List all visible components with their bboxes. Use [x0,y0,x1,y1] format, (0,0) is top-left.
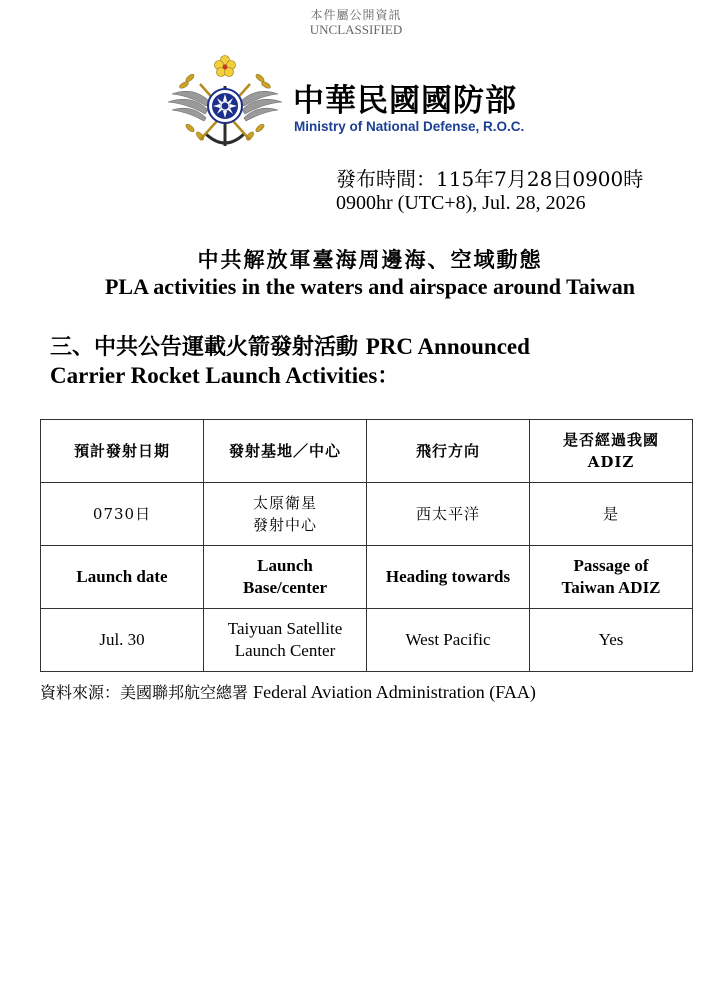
section-heading-colon: ： [377,363,400,389]
mnd-emblem-icon [160,50,290,156]
table-row-zh [41,483,693,546]
cell-adiz-zh: 是 [530,483,693,546]
cell-heading-en: West Pacific [367,609,530,672]
header-adiz-zh-line2: ADIZ [587,453,635,471]
header-adiz-en-line2: Taiwan ADIZ [561,578,661,597]
header-launch-base-en-line2: Base/center [242,578,328,597]
section-heading-zh: 三、中共公告運載火箭發射活動 [50,334,359,360]
section-heading-line2 [50,359,399,390]
cell-launch-date-zh: 0730日 [41,483,204,546]
launch-table [40,419,693,672]
header-launch-base-zh: 發射基地／中心 [204,420,367,483]
data-source-zh: 資料來源：美國聯邦航空總署 [40,683,249,702]
header-adiz-zh [530,420,693,483]
cell-heading-zh: 西太平洋 [367,483,530,546]
section-heading-en-part1: PRC Announced [365,334,530,359]
header-launch-date-en: Launch date [41,546,204,609]
cell-launch-base-zh-line1: 太原衛星 [252,494,317,512]
classification-en: UNCLASSIFIED [309,22,403,37]
page-title-en: PLA activities in the waters and airspace around Taiwan [104,274,636,299]
table-header-row-zh [41,420,693,483]
section-heading-en-part2: Carrier Rocket Launch Activities [50,363,378,388]
data-source [40,680,536,703]
table-row-en [41,609,693,672]
classification-zh: 本件屬公開資訊 [310,8,402,22]
ministry-name-en: Ministry of National Defense, R.O.C. [294,119,525,134]
header-launch-base-en [204,546,367,609]
page-title-zh: 中共解放軍臺海周邊海、空域動態 [197,247,543,272]
cell-launch-date-en: Jul. 30 [41,609,204,672]
cell-launch-base-zh-line2: 發射中心 [252,516,317,534]
ministry-name-zh: 中華民國國防部 [293,83,517,119]
cell-launch-base-en-line2: Launch Center [234,641,336,660]
cell-launch-base-en-line1: Taiyuan Satellite [227,619,343,638]
table-header-row-en [41,546,693,609]
cell-adiz-en: Yes [530,609,693,672]
header-adiz-zh-line1: 是否經過我國 [562,431,659,449]
header-heading-en: Heading towards [367,546,530,609]
header-launch-date-zh: 預計發射日期 [41,420,204,483]
release-time-zh: 發布時間：115年7月28日0900時 [336,167,644,191]
header-adiz-en-line1: Passage of [573,556,649,575]
header-adiz-en [530,546,693,609]
header-heading-zh: 飛行方向 [367,420,530,483]
cell-launch-base-en [204,609,367,672]
header-launch-base-en-line1: Launch [257,556,313,575]
release-time-en: 0900hr (UTC+8), Jul. 28, 2026 [336,192,586,214]
cell-launch-base-zh [204,483,367,546]
data-source-en: Federal Aviation Administration (FAA) [253,682,536,702]
section-heading-line1 [50,330,530,361]
